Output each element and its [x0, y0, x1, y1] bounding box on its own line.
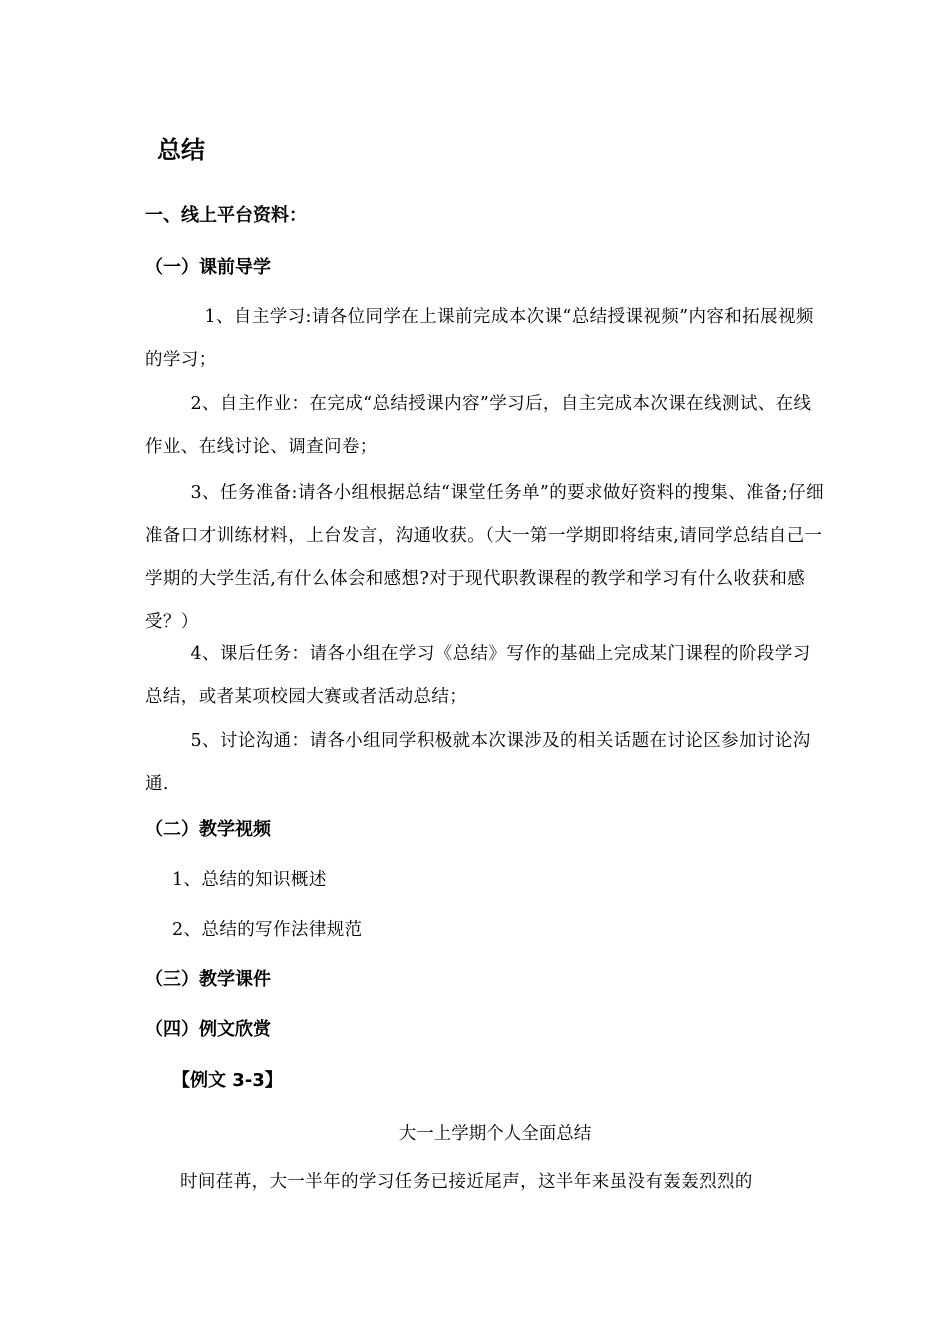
- video-item-2: 2、总结的写作法律规范: [172, 920, 363, 940]
- example-label: 【例文 3-3】: [172, 1070, 283, 1091]
- pre-class-item-5: 5、讨论沟通：请各小组同学积极就本次课涉及的相关话题在讨论区参加讨论沟通.: [145, 731, 811, 794]
- document-title: 总结: [157, 136, 205, 164]
- pre-class-item-1: 1、自主学习:请各位同学在上课前完成本次课“总结授课视频”内容和拓展视频的学习；: [145, 307, 814, 370]
- section-heading-online-materials: 一、线上平台资料：: [145, 205, 307, 226]
- pre-class-item-2: 2、自主作业：在完成“总结授课内容”学习后，自主完成本次课在线测试、在线作业、在线讨论、调查问卷；: [145, 394, 812, 457]
- subsection-heading-example-essays: （四）例文欣赏: [145, 1019, 271, 1040]
- subsection-heading-pre-class: （一）课前导学: [145, 257, 271, 278]
- pre-class-item-3: 3、任务准备:请各小组根据总结“课堂任务单”的要求做好资料的搜集、准备;仔细准备口才训练材料，上台发言，沟通收获。（大一第一学期即将结束,请同学总结自己一学期的大学生活,有什么体会和感想?对于现代职教课程的教学和学习有什么收获和感受？）: [145, 483, 825, 632]
- subsection-heading-teaching-video: （二）教学视频: [145, 819, 271, 840]
- pre-class-item-4: 4、课后任务：请各小组在学习《总结》写作的基础上完成某门课程的阶段学习总结，或者某项校园大赛或者活动总结；: [145, 644, 811, 707]
- example-title: 大一上学期个人全面总结: [398, 1124, 592, 1144]
- video-item-1: 1、总结的知识概述: [172, 870, 327, 890]
- example-body-first-line: 时间荏苒，大一半年的学习任务已接近尾声，这半年来虽没有轰轰烈烈的: [180, 1172, 753, 1192]
- subsection-heading-courseware: （三）教学课件: [145, 969, 271, 990]
